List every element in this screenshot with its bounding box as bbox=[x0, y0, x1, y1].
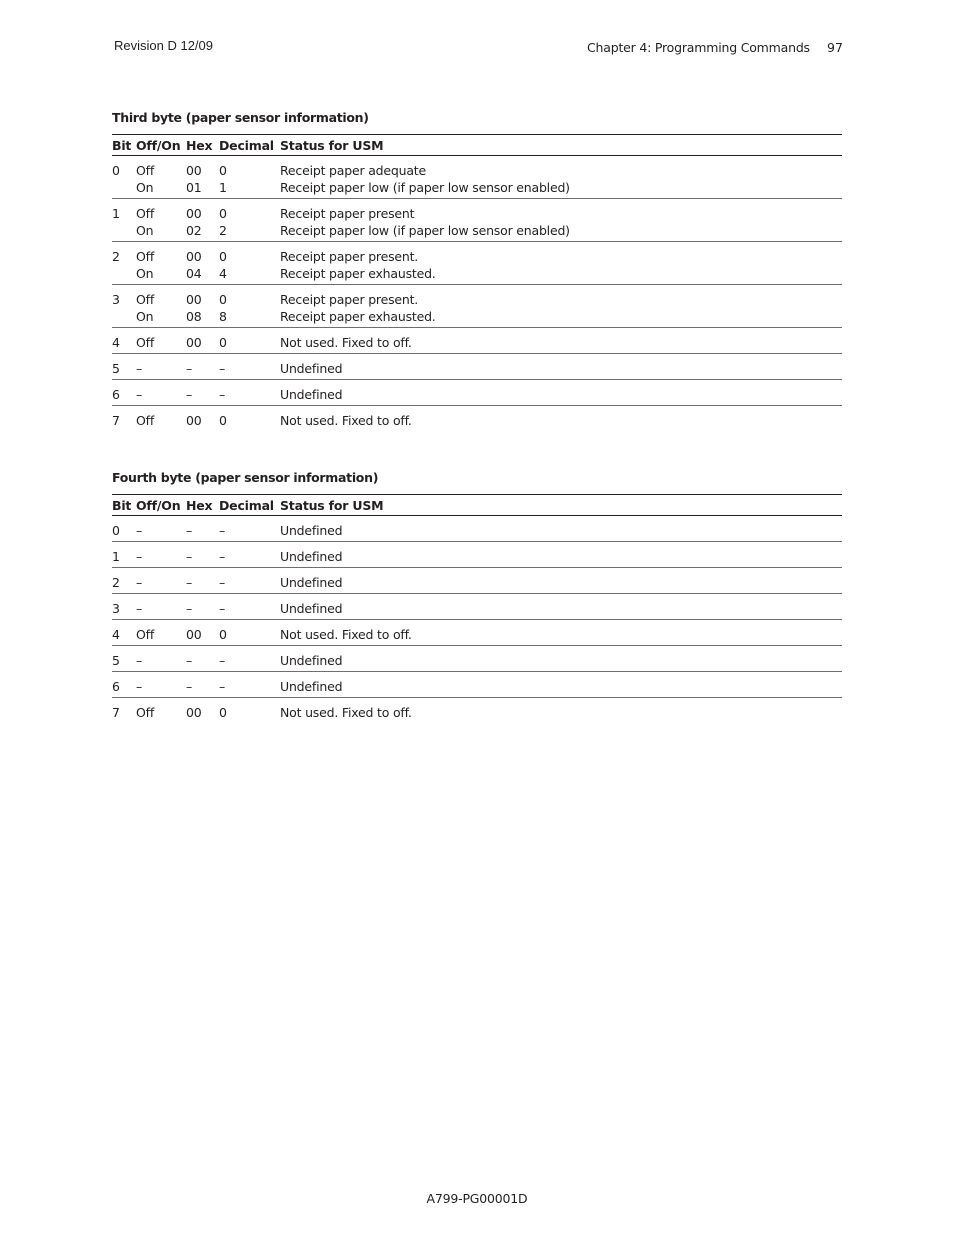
col-status-header: Status for USM bbox=[280, 135, 842, 156]
cell-status bbox=[280, 285, 842, 328]
cell-status-line: Receipt paper present. bbox=[280, 292, 419, 307]
cell-status-line: Receipt paper low (if paper low sensor enabled) bbox=[280, 180, 570, 195]
cell-status: Undefined bbox=[280, 354, 842, 380]
cell-hex-line: 00 bbox=[186, 206, 202, 221]
cell-decimal bbox=[219, 156, 280, 199]
table-row bbox=[112, 646, 842, 672]
col-hex-header: Hex bbox=[186, 135, 219, 156]
cell-decimal bbox=[219, 285, 280, 328]
cell-offon: Off bbox=[136, 620, 186, 646]
table-row bbox=[112, 285, 842, 328]
cell-hex: – bbox=[186, 542, 219, 568]
table-row bbox=[112, 199, 842, 242]
cell-hex-line: 04 bbox=[186, 266, 202, 281]
cell-decimal: – bbox=[219, 646, 280, 672]
document-id: A799-PG00001D bbox=[426, 1191, 528, 1206]
cell-decimal-line: 8 bbox=[219, 309, 227, 324]
cell-bit: 6 bbox=[112, 672, 136, 698]
col-bit-header: Bit bbox=[112, 135, 136, 156]
cell-bit: 2 bbox=[112, 242, 136, 285]
page-number: 97 bbox=[827, 40, 843, 55]
cell-hex: 00 bbox=[186, 413, 202, 428]
cell-decimal-line: 4 bbox=[219, 266, 227, 281]
cell-offon bbox=[136, 242, 186, 285]
table-row bbox=[112, 568, 842, 594]
table-row bbox=[112, 380, 842, 406]
third-byte-section bbox=[112, 109, 842, 432]
cell-bit: 5 bbox=[112, 646, 136, 672]
cell-offon-line: Off bbox=[136, 206, 155, 221]
cell-decimal-line: 0 bbox=[219, 292, 227, 307]
cell-offon: Off bbox=[136, 413, 155, 428]
cell-offon: – bbox=[136, 672, 186, 698]
cell-status: Not used. Fixed to off. bbox=[280, 705, 412, 720]
cell-status-line: Receipt paper adequate bbox=[280, 163, 426, 178]
chapter-title: Chapter 4: Programming Commands bbox=[587, 40, 810, 55]
cell-decimal: – bbox=[219, 516, 280, 542]
cell-hex: 00 bbox=[186, 328, 219, 354]
cell-hex bbox=[186, 285, 219, 328]
cell-status: Not used. Fixed to off. bbox=[280, 620, 842, 646]
table-row bbox=[112, 354, 842, 380]
col-offon-header: Off/On bbox=[136, 495, 186, 516]
cell-status: Undefined bbox=[280, 672, 842, 698]
cell-bit: 3 bbox=[112, 285, 136, 328]
cell-hex-line: 08 bbox=[186, 309, 202, 324]
fourth-byte-table bbox=[112, 494, 842, 724]
table-body bbox=[112, 156, 842, 432]
cell-status: Undefined bbox=[280, 594, 842, 620]
cell-hex bbox=[186, 242, 219, 285]
cell-offon: – bbox=[136, 646, 186, 672]
cell-hex-line: 00 bbox=[186, 292, 202, 307]
cell-decimal: – bbox=[219, 380, 280, 406]
cell-offon-line: On bbox=[136, 309, 154, 324]
cell-offon-line: Off bbox=[136, 292, 155, 307]
cell-hex: 00 bbox=[186, 620, 219, 646]
col-offon-header: Off/On bbox=[136, 135, 186, 156]
cell-status: Undefined bbox=[280, 646, 842, 672]
cell-offon-line: On bbox=[136, 266, 154, 281]
table-row bbox=[112, 516, 842, 542]
cell-offon: – bbox=[136, 568, 186, 594]
cell-bit: 6 bbox=[112, 380, 136, 406]
col-status-header: Status for USM bbox=[280, 495, 842, 516]
cell-bit: 2 bbox=[112, 568, 136, 594]
cell-decimal: 0 bbox=[219, 620, 280, 646]
cell-offon bbox=[136, 199, 186, 242]
cell-offon bbox=[136, 156, 186, 199]
cell-hex: – bbox=[186, 516, 219, 542]
table-body bbox=[112, 516, 842, 724]
cell-decimal bbox=[219, 199, 280, 242]
cell-hex: 00 bbox=[186, 705, 202, 720]
cell-hex: – bbox=[186, 646, 219, 672]
col-bit-header: Bit bbox=[112, 495, 136, 516]
table-row bbox=[112, 672, 842, 698]
cell-status: Undefined bbox=[280, 542, 842, 568]
table-row bbox=[112, 620, 842, 646]
cell-bit: 5 bbox=[112, 354, 136, 380]
cell-offon-line: Off bbox=[136, 249, 155, 264]
cell-status-line: Receipt paper exhausted. bbox=[280, 266, 436, 281]
cell-decimal-line: 0 bbox=[219, 249, 227, 264]
cell-hex-line: 02 bbox=[186, 223, 202, 238]
cell-decimal: – bbox=[219, 568, 280, 594]
cell-offon: – bbox=[136, 380, 186, 406]
table-row bbox=[112, 328, 842, 354]
cell-status-line: Receipt paper present bbox=[280, 206, 415, 221]
cell-decimal-line: 0 bbox=[219, 163, 227, 178]
cell-decimal-line: 1 bbox=[219, 180, 227, 195]
revision-label: Revision D 12/09 bbox=[114, 38, 213, 53]
cell-status bbox=[280, 199, 842, 242]
cell-offon: Off bbox=[136, 328, 186, 354]
cell-offon bbox=[136, 285, 186, 328]
fourth-byte-section bbox=[112, 469, 842, 724]
section-title: Third byte (paper sensor information) bbox=[112, 110, 369, 125]
cell-bit: 4 bbox=[112, 328, 136, 354]
cell-hex: – bbox=[186, 594, 219, 620]
table-row bbox=[112, 542, 842, 568]
cell-decimal-line: 2 bbox=[219, 223, 227, 238]
cell-decimal: – bbox=[219, 542, 280, 568]
col-decimal-header: Decimal bbox=[219, 495, 280, 516]
cell-hex: – bbox=[186, 380, 219, 406]
cell-hex-line: 00 bbox=[186, 249, 202, 264]
cell-bit: 7 bbox=[112, 413, 120, 428]
cell-offon-line: On bbox=[136, 180, 154, 195]
cell-offon-line: Off bbox=[136, 163, 155, 178]
cell-bit: 1 bbox=[112, 542, 136, 568]
cell-status: Undefined bbox=[280, 568, 842, 594]
cell-offon: – bbox=[136, 354, 186, 380]
cell-status: Undefined bbox=[280, 516, 842, 542]
cell-status: Undefined bbox=[280, 380, 842, 406]
cell-bit: 7 bbox=[112, 705, 120, 720]
cell-offon-line: On bbox=[136, 223, 154, 238]
cell-status-line: Receipt paper present. bbox=[280, 249, 419, 264]
cell-offon: – bbox=[136, 594, 186, 620]
table-row bbox=[112, 594, 842, 620]
cell-decimal bbox=[219, 242, 280, 285]
cell-hex-line: 01 bbox=[186, 180, 202, 195]
cell-decimal: – bbox=[219, 672, 280, 698]
cell-status bbox=[280, 242, 842, 285]
cell-offon: Off bbox=[136, 705, 155, 720]
third-byte-table bbox=[112, 134, 842, 432]
cell-hex: – bbox=[186, 354, 219, 380]
table-header-row bbox=[112, 495, 842, 516]
section-title: Fourth byte (paper sensor information) bbox=[112, 470, 379, 485]
cell-hex-line: 00 bbox=[186, 163, 202, 178]
cell-bit: 0 bbox=[112, 516, 136, 542]
cell-decimal: 0 bbox=[219, 328, 280, 354]
cell-status bbox=[280, 156, 842, 199]
table-row bbox=[112, 156, 842, 199]
cell-bit: 1 bbox=[112, 199, 136, 242]
table-header-row bbox=[112, 135, 842, 156]
cell-offon: – bbox=[136, 516, 186, 542]
col-decimal-header: Decimal bbox=[219, 135, 280, 156]
cell-hex: – bbox=[186, 672, 219, 698]
cell-bit: 4 bbox=[112, 620, 136, 646]
cell-bit: 3 bbox=[112, 594, 136, 620]
cell-hex bbox=[186, 199, 219, 242]
table-row bbox=[112, 242, 842, 285]
col-hex-header: Hex bbox=[186, 495, 219, 516]
cell-hex bbox=[186, 156, 219, 199]
cell-bit: 0 bbox=[112, 156, 136, 199]
table-row bbox=[112, 698, 842, 724]
cell-offon: – bbox=[136, 542, 186, 568]
table-row bbox=[112, 406, 842, 432]
cell-decimal-line: 0 bbox=[219, 206, 227, 221]
cell-decimal: – bbox=[219, 594, 280, 620]
cell-decimal: – bbox=[219, 354, 280, 380]
cell-status-line: Receipt paper low (if paper low sensor enabled) bbox=[280, 223, 570, 238]
cell-status-line: Receipt paper exhausted. bbox=[280, 309, 436, 324]
cell-decimal: 0 bbox=[219, 705, 227, 720]
cell-status: Not used. Fixed to off. bbox=[280, 328, 842, 354]
cell-hex: – bbox=[186, 568, 219, 594]
cell-status: Not used. Fixed to off. bbox=[280, 413, 412, 428]
cell-decimal: 0 bbox=[219, 413, 227, 428]
